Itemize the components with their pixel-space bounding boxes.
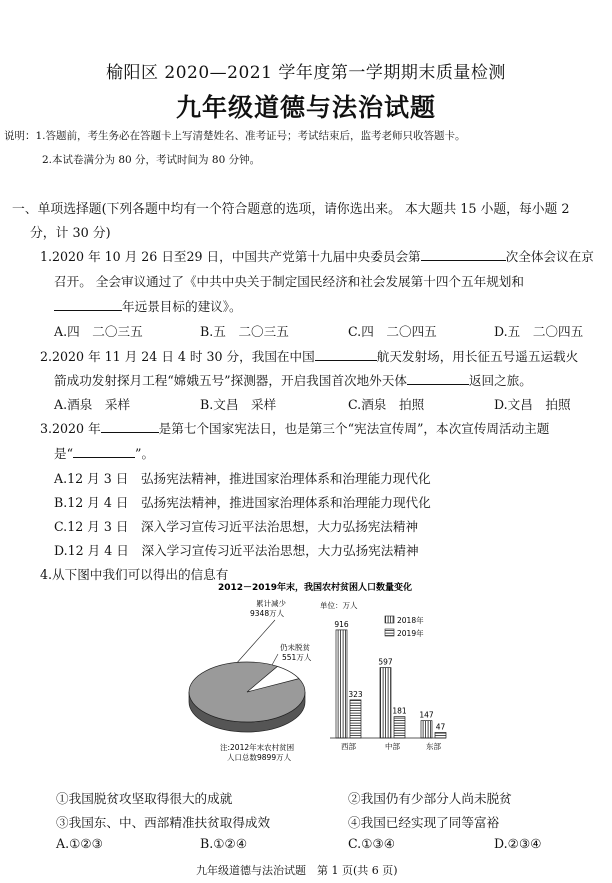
bar-value-label: 916 <box>334 619 349 629</box>
bar-value-label: 47 <box>435 722 446 732</box>
question-4-stem: 4.从下图中我们可以得出的信息有 <box>40 567 229 582</box>
category-label: 中部 <box>385 742 400 751</box>
bar-value-label: 147 <box>419 710 434 720</box>
q4-option-a: A.①②③ <box>56 836 103 851</box>
bar-value-label: 323 <box>348 689 363 699</box>
legend-swatch-2018 <box>385 616 394 623</box>
category-label: 西部 <box>341 742 356 751</box>
subject-title: 九年级道德与法治试题 <box>176 93 437 122</box>
q1-option-b: B.五 二〇三五 <box>200 324 289 339</box>
section-heading-cont: 分，计 30 分) <box>30 226 111 241</box>
q1-option-a: A.四 二〇三五 <box>54 324 143 339</box>
answer-blank <box>407 384 469 385</box>
question-1-line-1: 1.2020 年 10 月 26 日至29 日，中国共产党第十九届中央委员会第 次全体会议在京 <box>40 249 594 264</box>
question-1-line-2: 召开。 全会审议通过了《中共中央关于制定国民经济和社会发展第十四个五年规划和 <box>54 274 524 289</box>
answer-blank <box>315 360 377 361</box>
exam-title: 榆阳区 2020—2021 学年度第一学期期末质量检测 <box>106 63 506 83</box>
question-2-line-1: 2.2020 年 11 月 24 日 4 时 30 分，我国在中国 航天发射场，用长征五号遥五运载火 <box>40 349 579 364</box>
bar-西部-2019年 <box>350 700 361 738</box>
bar-value-label: 181 <box>392 706 407 716</box>
bar-东部-2018年 <box>421 721 432 738</box>
q3-option-c: C.12 月 3 日 深入学习宣传习近平法治思想，大力弘扬宪法精神 <box>54 519 419 534</box>
pie-value-remaining: 551万人 <box>282 653 312 662</box>
pie-note-line-2: 人口总数9899万人 <box>227 753 292 762</box>
answer-blank <box>421 260 506 261</box>
q4-statement-4: ④我国已经实现了同等富裕 <box>348 815 500 830</box>
legend-swatch-2019 <box>385 629 394 636</box>
bar-chart <box>330 620 446 751</box>
q1-option-d: D.五 二〇四五 <box>494 324 584 339</box>
question-3-line-1: 3.2020 年 是第七个国家宪法日，也是第三个“宪法宣传周”，本次宣传周活动主题 <box>40 421 550 436</box>
bar-东部-2019年 <box>435 732 446 738</box>
bar-中部-2018年 <box>380 668 391 738</box>
q4-option-c: C.①③④ <box>348 836 396 851</box>
legend-label-2018: 2018年 <box>397 616 424 625</box>
q4-option-b: B.①②④ <box>200 836 248 851</box>
chart-title: 2012－2019年末，我国农村贫困人口数量变化 <box>217 583 413 593</box>
q3-option-b: B.12 月 4 日 弘扬宪法精神，推进国家治理体系和治理能力现代化 <box>54 495 431 510</box>
pie-note-line-1: 注:2012年末农村贫困 <box>220 743 295 752</box>
pie-value-reduced: 9348万人 <box>250 609 285 618</box>
page-footer: 九年级道德与法治试题 第 1 页(共 6 页) <box>196 864 398 877</box>
q4-statement-2: ②我国仍有少部分人尚未脱贫 <box>348 791 512 806</box>
q2-option-c: C.酒泉 拍照 <box>348 397 425 412</box>
q4-statement-3: ③我国东、中、西部精准扶贫取得成效 <box>56 815 271 830</box>
poverty-chart <box>180 580 450 775</box>
q3-option-d: D.12 月 4 日 深入学习宣传习近平法治思想，大力弘扬宪法精神 <box>54 543 419 558</box>
instructions-line-2: 2.本试卷满分为 80 分，考试时间为 80 分钟。 <box>42 154 261 166</box>
q3-option-a: A.12 月 3 日 弘扬宪法精神，推进国家治理体系和治理能力现代化 <box>54 471 431 486</box>
answer-blank <box>54 310 122 311</box>
instructions-line-1: 说明：1.答题前，考生务必在答题卡上写清楚姓名、准考证号；考试结束后，监考老师只收答题卡。 <box>4 130 466 142</box>
category-label: 东部 <box>426 742 441 751</box>
legend-label-2019: 2019年 <box>397 629 424 638</box>
q2-option-a: A.酒泉 采样 <box>54 397 131 412</box>
pie-chart <box>189 662 305 732</box>
section-heading: 一、单项选择题(下列各题中均有一个符合题意的选项，请你选出来。 本大题共 15 小题，每小题 2 <box>12 202 570 217</box>
question-1-line-3: 年远景目标的建议》。 <box>54 296 242 315</box>
leader-line-reduced <box>235 620 275 665</box>
bar-中部-2019年 <box>394 717 405 738</box>
answer-blank <box>101 432 159 433</box>
bar-西部-2018年 <box>336 630 347 738</box>
answer-blank <box>73 457 135 458</box>
q2-option-b: B.文昌 采样 <box>200 397 277 412</box>
q4-statement-1: ①我国脱贫攻坚取得很大的成就 <box>56 791 233 806</box>
question-3-line-2: 是“ ”。 <box>54 446 155 461</box>
bar-value-label: 597 <box>378 657 393 667</box>
pie-label-reduced: 累计减少 <box>256 599 286 608</box>
q2-option-d: D.文昌 拍照 <box>494 397 571 412</box>
q4-option-d: D.②③④ <box>494 836 542 851</box>
q1-option-c: C.四 二〇四五 <box>348 324 437 339</box>
chart-unit: 单位：万人 <box>320 601 358 610</box>
question-2-line-2: 箭成功发射探月工程“嫦娥五号”探测器，开启我国首次地外天体 返回之旅。 <box>54 373 532 388</box>
pie-label-remaining: 仍未脱贫 <box>280 643 310 652</box>
